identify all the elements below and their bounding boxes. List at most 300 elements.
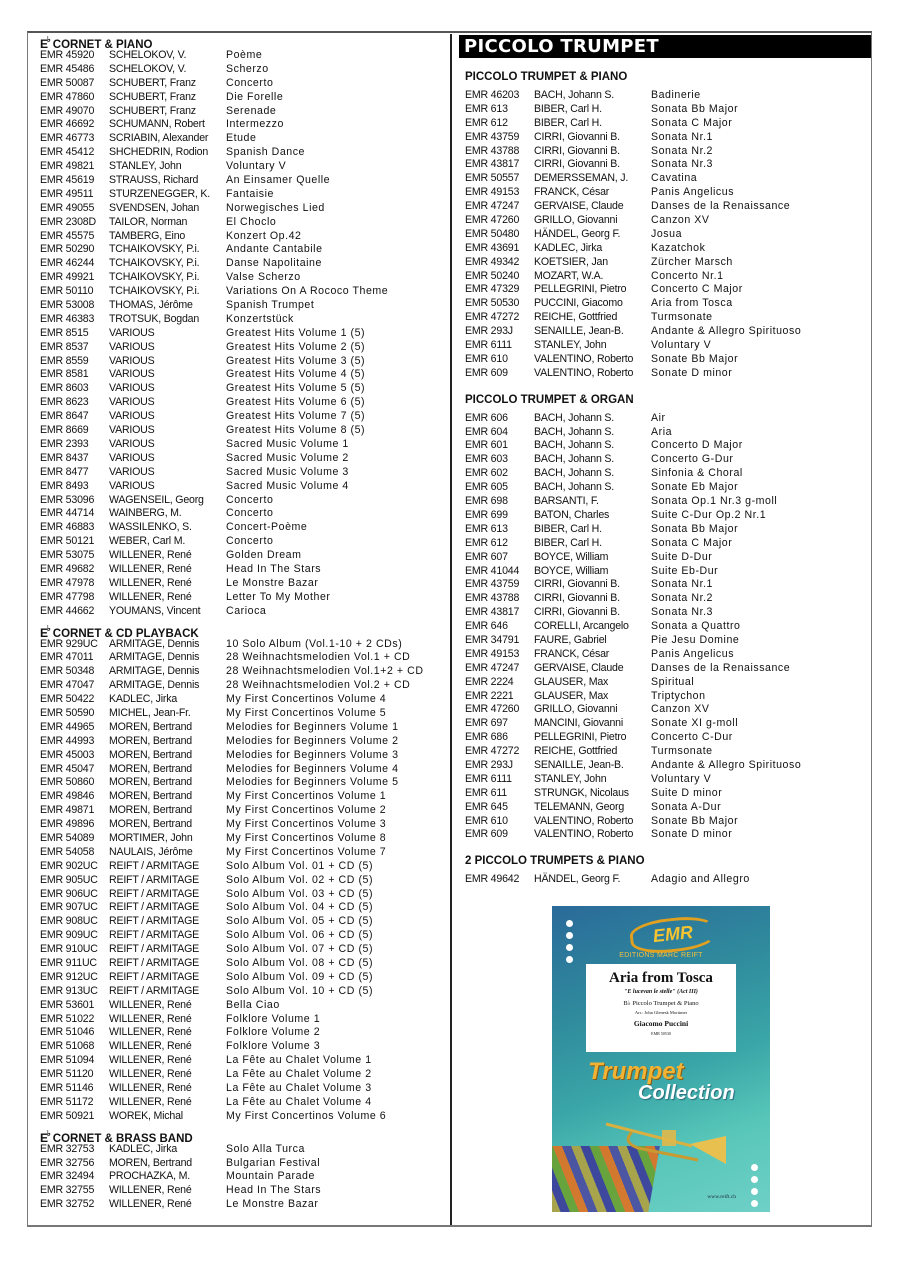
catalog-code: EMR 53075: [40, 549, 95, 562]
work-title: Sacred Music Volume 1: [226, 437, 349, 450]
composer: VARIOUS: [109, 465, 155, 478]
catalog-code: EMR 46883: [40, 521, 95, 534]
catalog-code: EMR 47860: [40, 90, 95, 103]
work-title: Sacred Music Volume 3: [226, 465, 349, 478]
section-title: [40, 34, 445, 49]
catalog-row: [465, 662, 870, 676]
composer: MOREN, Bertrand: [109, 790, 192, 803]
work-title: Canzon XV: [651, 214, 710, 227]
catalog-row: [40, 243, 445, 257]
catalog-code: EMR 45412: [40, 146, 95, 159]
composer: STANLEY, John: [534, 339, 607, 352]
catalog-code: EMR 43817: [465, 606, 520, 619]
catalog-code: EMR 50087: [40, 76, 95, 89]
catalog-code: EMR 49342: [465, 255, 520, 268]
work-title: Sacred Music Volume 4: [226, 479, 349, 492]
catalog-row: [40, 1096, 445, 1110]
composer: WILLENER, René: [109, 1198, 192, 1211]
catalog-code: EMR 609: [465, 828, 508, 841]
catalog-code: EMR 905UC: [40, 873, 98, 886]
composer: STRAUSS, Richard: [109, 174, 199, 187]
work-title: Danses de la Renaissance: [651, 200, 791, 213]
catalog-code: EMR 49682: [40, 562, 95, 575]
work-title: 28 Weihnachtsmelodien Vol.1 + CD: [226, 651, 411, 664]
work-title: Intermezzo: [226, 118, 284, 131]
section-title: [40, 623, 445, 638]
catalog-code: EMR 293J: [465, 325, 513, 338]
composer: BACH, Johann S.: [534, 467, 615, 480]
catalog-code: EMR 603: [465, 453, 508, 466]
composer: VARIOUS: [109, 396, 155, 409]
section-title: [465, 854, 870, 868]
catalog-code: EMR 49821: [40, 160, 95, 173]
work-title: Konzert Op.42: [226, 229, 302, 242]
catalog-row: [465, 256, 870, 270]
catalog-code: EMR 50121: [40, 535, 95, 548]
catalog-row: [40, 776, 445, 790]
catalog-row: [465, 787, 870, 801]
catalog-row: [40, 230, 445, 244]
catalog-row: [40, 693, 445, 707]
catalog-code: EMR 45575: [40, 229, 95, 242]
composer: WILLENER, René: [109, 562, 192, 575]
catalog-row: [40, 507, 445, 521]
catalog-code: EMR 686: [465, 731, 508, 744]
catalog-code: EMR 613: [465, 102, 508, 115]
section-title-text: 2 PICCOLO TRUMPETS & PIANO: [465, 855, 645, 868]
work-title: Greatest Hits Volume 4 (5): [226, 368, 366, 381]
catalog-row: [465, 592, 870, 606]
catalog-code: EMR 43788: [465, 592, 520, 605]
cover-arranger: Arr.: John Glenesk Mortimer: [634, 1010, 688, 1015]
catalog-code: EMR 50557: [465, 172, 520, 185]
catalog-code: EMR 46692: [40, 118, 95, 131]
work-title: Mountain Parade: [226, 1170, 315, 1183]
composer: GRILLO, Giovanni: [534, 703, 618, 716]
work-title: Solo Album Vol. 01 + CD (5): [226, 859, 374, 872]
work-title: Concerto C-Dur: [651, 731, 733, 744]
catalog-row: [465, 523, 870, 537]
composer: WILLENER, René: [109, 1068, 192, 1081]
catalog-row: [40, 860, 445, 874]
catalog-code: EMR 32752: [40, 1198, 95, 1211]
section-title: [465, 70, 870, 84]
composer: WILLENER, René: [109, 1054, 192, 1067]
catalog-code: EMR 8623: [40, 396, 89, 409]
catalog-code: EMR 53096: [40, 493, 95, 506]
work-title: Sonate D minor: [651, 828, 733, 841]
composer: SCHUMANN, Robert: [109, 118, 205, 131]
catalog-code: EMR 50290: [40, 243, 95, 256]
work-title: Folklore Volume 2: [226, 1026, 321, 1039]
catalog-row: [40, 1110, 445, 1124]
catalog-row: [40, 605, 445, 619]
work-title: Pie Jesu Domine: [651, 633, 740, 646]
catalog-code: EMR 43759: [465, 578, 520, 591]
work-title: Greatest Hits Volume 6 (5): [226, 396, 366, 409]
work-title: Melodies for Beginners Volume 3: [226, 748, 399, 761]
catalog-code: EMR 51172: [40, 1095, 94, 1108]
work-title: Folklore Volume 3: [226, 1040, 321, 1053]
work-title: La Fête au Chalet Volume 1: [226, 1054, 372, 1067]
composer: SCHELOKOV, V.: [109, 49, 187, 61]
catalog-row: [40, 466, 445, 480]
work-title: Sonate D minor: [651, 366, 733, 379]
catalog-row: [465, 145, 870, 159]
work-title: 28 Weihnachtsmelodien Vol.2 + CD: [226, 679, 411, 692]
work-title: Le Monstre Bazar: [226, 1198, 319, 1211]
catalog-code: EMR 47260: [465, 703, 520, 716]
catalog-code: EMR 605: [465, 481, 508, 494]
publisher-name: EDITIONS MARC REIFT: [619, 952, 703, 959]
catalog-row: [40, 1026, 445, 1040]
composer: MICHEL, Jean-Fr.: [109, 706, 191, 719]
catalog-code: EMR 49846: [40, 790, 95, 803]
work-title: Zürcher Marsch: [651, 255, 733, 268]
composer: SCHUBERT, Franz: [109, 76, 196, 89]
work-title: Concerto: [226, 76, 274, 89]
catalog-code: EMR 6111: [465, 772, 512, 785]
catalog-code: EMR 906UC: [40, 887, 98, 900]
cover-code: EMR 50530: [651, 1031, 671, 1036]
piccolo-trumpet-header: PICCOLO TRUMPET: [459, 35, 871, 58]
composer: CIRRI, Giovanni B.: [534, 144, 620, 157]
catalog-code: EMR 607: [465, 550, 508, 563]
catalog-row: [40, 1143, 445, 1157]
composer: WILLENER, René: [109, 1082, 192, 1095]
catalog-code: EMR 46203: [465, 89, 520, 101]
catalog-row: [40, 91, 445, 105]
series-title-collection: Collection: [638, 1082, 735, 1104]
composer: HÄNDEL, Georg F.: [534, 873, 621, 886]
catalog-code: EMR 49055: [40, 201, 95, 214]
work-title: Concerto: [226, 493, 274, 506]
work-title: Solo Album Vol. 10 + CD (5): [226, 984, 374, 997]
work-title: Greatest Hits Volume 3 (5): [226, 354, 366, 367]
catalog-row: [40, 382, 445, 396]
catalog-code: EMR 34791: [465, 633, 520, 646]
catalog-row: [40, 188, 445, 202]
work-title: Solo Album Vol. 02 + CD (5): [226, 873, 374, 886]
work-title: Folklore Volume 1: [226, 1012, 321, 1025]
catalog-code: EMR 645: [465, 800, 508, 813]
composer: MOZART, W.A.: [534, 269, 604, 282]
catalog-code: EMR 50530: [465, 297, 520, 310]
catalog-code: EMR 646: [465, 620, 508, 633]
work-title: Die Forelle: [226, 90, 284, 103]
composer: CIRRI, Giovanni B.: [534, 578, 620, 591]
work-title: Sonate Eb Major: [651, 481, 739, 494]
work-title: Andante & Allegro Spirituoso: [651, 758, 802, 771]
work-title: Sonata Nr.1: [651, 578, 713, 591]
composer: REIFT / ARMITAGE: [109, 957, 199, 969]
catalog-code: EMR 8477: [40, 465, 89, 478]
composer: VARIOUS: [109, 479, 155, 492]
catalog-code: EMR 45920: [40, 49, 95, 61]
composer: SCHELOKOV, V.: [109, 62, 187, 75]
work-title: Head In The Stars: [226, 562, 322, 575]
catalog-row: [40, 638, 445, 652]
work-title: Voluntary V: [226, 160, 287, 173]
work-title: La Fête au Chalet Volume 2: [226, 1068, 372, 1081]
catalog-row: [465, 773, 870, 787]
decorative-dots-icon: [751, 1164, 758, 1212]
section-title: [465, 393, 870, 407]
composer: BACH, Johann S.: [534, 481, 615, 494]
work-title: Etude: [226, 132, 257, 145]
catalog-code: EMR 47272: [465, 311, 520, 324]
left-column: [40, 34, 445, 1212]
work-title: Sonata Nr.3: [651, 606, 713, 619]
catalog-code: EMR 699: [465, 508, 508, 521]
composer: TCHAIKOVSKY, P.i.: [109, 257, 200, 270]
composer: REIFT / ARMITAGE: [109, 970, 199, 983]
cover-instrumentation: B♭ Piccolo Trumpet & Piano: [623, 1000, 699, 1007]
work-title: Greatest Hits Volume 2 (5): [226, 340, 366, 353]
composer: SCRIABIN, Alexander: [109, 132, 209, 145]
composer: YOUMANS, Vincent: [109, 604, 201, 617]
catalog-row: [465, 745, 870, 759]
composer: PUCCINI, Giacomo: [534, 297, 623, 310]
work-title: Sonate Bb Major: [651, 352, 739, 365]
composer: REIFT / ARMITAGE: [109, 873, 199, 886]
composer: MOREN, Bertrand: [109, 720, 192, 733]
work-title: Solo Album Vol. 07 + CD (5): [226, 943, 374, 956]
composer: MOREN, Bertrand: [109, 818, 192, 831]
composer: GLAUSER, Max: [534, 689, 609, 702]
work-title: Melodies for Beginners Volume 5: [226, 776, 399, 789]
composer: WILLENER, René: [109, 1012, 192, 1025]
cover-title-card: [586, 964, 736, 1052]
composer: WILLENER, René: [109, 1184, 192, 1197]
catalog-code: EMR 54058: [40, 845, 95, 858]
catalog-code: EMR 8647: [40, 410, 89, 423]
composer: PELLEGRINI, Pietro: [534, 283, 627, 296]
work-title: Concerto Nr.1: [651, 269, 724, 282]
catalog-row: [40, 929, 445, 943]
catalog-row: [40, 63, 445, 77]
catalog-row: [465, 131, 870, 145]
composer: REIFT / ARMITAGE: [109, 984, 199, 997]
work-title: Sonata a Quattro: [651, 620, 741, 633]
work-title: Melodies for Beginners Volume 2: [226, 734, 399, 747]
catalog-row: [40, 790, 445, 804]
catalog-code: EMR 44993: [40, 734, 95, 747]
work-title: Sacred Music Volume 2: [226, 451, 349, 464]
work-title: Kazatchok: [651, 241, 706, 254]
work-title: Adagio and Allegro: [651, 873, 750, 886]
composer: TELEMANN, Georg: [534, 800, 625, 813]
composer: VARIOUS: [109, 382, 155, 395]
catalog-code: EMR 612: [465, 116, 508, 129]
composer: STANLEY, John: [534, 772, 607, 785]
catalog-row: [40, 846, 445, 860]
catalog-row: [40, 438, 445, 452]
column-divider: [450, 34, 452, 1225]
catalog-row: [40, 874, 445, 888]
work-title: Andante & Allegro Spirituoso: [651, 325, 802, 338]
catalog-row: [40, 957, 445, 971]
catalog-row: [40, 480, 445, 494]
catalog-code: EMR 8669: [40, 424, 89, 437]
work-title: Valse Scherzo: [226, 271, 301, 284]
catalog-row: [40, 49, 445, 63]
work-title: Triptychon: [651, 689, 706, 702]
catalog-code: EMR 8437: [40, 451, 89, 464]
catalog-code: EMR 51022: [40, 1012, 95, 1025]
catalog-code: EMR 51068: [40, 1040, 95, 1053]
catalog-code: EMR 49153: [465, 186, 520, 199]
composer: MOREN, Bertrand: [109, 804, 192, 817]
catalog-row: [40, 735, 445, 749]
catalog-code: EMR 8515: [40, 326, 89, 339]
composer: REIFT / ARMITAGE: [109, 859, 199, 872]
catalog-code: EMR 910UC: [40, 943, 98, 956]
work-title: Josua: [651, 227, 683, 240]
work-title: Cavatina: [651, 172, 698, 185]
decorative-dots-icon: [566, 920, 573, 968]
catalog-code: EMR 913UC: [40, 984, 98, 997]
catalog-row: [40, 132, 445, 146]
catalog-code: EMR 51094: [40, 1054, 95, 1067]
composer: KADLEC, Jirka: [534, 241, 603, 254]
catalog-code: EMR 51120: [40, 1068, 94, 1081]
catalog-code: EMR 47011: [40, 651, 94, 664]
catalog-row: [465, 353, 870, 367]
work-title: Letter To My Mother: [226, 590, 331, 603]
catalog-row: [465, 690, 870, 704]
work-title: Sonata C Major: [651, 536, 733, 549]
section-title-text: CORNET & BRASS BAND: [52, 1132, 193, 1145]
work-title: 28 Weihnachtsmelodien Vol.1+2 + CD: [226, 665, 424, 678]
work-title: My First Concertinos Volume 6: [226, 1109, 387, 1122]
catalog-code: EMR 50480: [465, 227, 520, 240]
catalog-row: [40, 1184, 445, 1198]
catalog-code: EMR 610: [465, 352, 508, 365]
composer: REIFT / ARMITAGE: [109, 929, 199, 942]
catalog-code: EMR 49896: [40, 818, 95, 831]
work-title: Spanish Dance: [226, 146, 305, 159]
work-title: Turmsonate: [651, 745, 713, 758]
catalog-code: EMR 8559: [40, 354, 89, 367]
composer: ARMITAGE, Dennis: [109, 651, 200, 664]
catalog-row: [40, 160, 445, 174]
catalog-row: [40, 985, 445, 999]
catalog-row: [465, 426, 870, 440]
catalog-row: [465, 676, 870, 690]
catalog-code: EMR 47247: [465, 661, 520, 674]
work-title: Konzertstück: [226, 312, 294, 325]
work-title: Solo Alla Turca: [226, 1142, 305, 1155]
catalog-code: EMR 53008: [40, 299, 95, 312]
catalog-row: [40, 285, 445, 299]
work-title: 10 Solo Album (Vol.1-10 + 2 CDs): [226, 637, 403, 650]
composer: CIRRI, Giovanni B.: [534, 592, 620, 605]
cover-composer: Giacomo Puccini: [633, 1019, 689, 1028]
catalog-code: EMR 47047: [40, 679, 95, 692]
catalog-code: EMR 47798: [40, 590, 95, 603]
composer: MOREN, Bertrand: [109, 776, 192, 789]
catalog-row: [465, 228, 870, 242]
composer: REIFT / ARMITAGE: [109, 915, 199, 928]
composer: WAGENSEIL, Georg: [109, 493, 204, 506]
composer: WEBER, Carl M.: [109, 535, 186, 548]
catalog-row: [40, 313, 445, 327]
composer: VARIOUS: [109, 340, 155, 353]
catalog-row: [40, 577, 445, 591]
catalog-row: [40, 563, 445, 577]
catalog-row: [40, 549, 445, 563]
composer: VALENTINO, Roberto: [534, 366, 634, 379]
work-title: Greatest Hits Volume 5 (5): [226, 382, 366, 395]
composer: VARIOUS: [109, 424, 155, 437]
work-title: Solo Album Vol. 08 + CD (5): [226, 957, 374, 969]
work-title: My First Concertinos Volume 5: [226, 706, 387, 719]
work-title: Panis Angelicus: [651, 186, 735, 199]
catalog-code: EMR 911UC: [40, 957, 97, 969]
composer: ARMITAGE, Dennis: [109, 637, 200, 650]
composer: GERVAISE, Claude: [534, 200, 624, 213]
catalog-code: EMR 2221: [465, 689, 514, 702]
catalog-code: EMR 47978: [40, 576, 95, 589]
catalog-code: EMR 46383: [40, 312, 95, 325]
composer: REIFT / ARMITAGE: [109, 887, 199, 900]
work-title: Turmsonate: [651, 311, 713, 324]
section-title-text: CORNET & PIANO: [52, 39, 153, 51]
catalog-code: EMR 45619: [40, 174, 95, 187]
catalog-row: [40, 327, 445, 341]
catalog-row: [40, 521, 445, 535]
work-title: Suite Eb-Dur: [651, 564, 719, 577]
catalog-row: [40, 1170, 445, 1184]
catalog-row: [40, 146, 445, 160]
catalog-code: EMR 32756: [40, 1156, 95, 1169]
work-title: Sonata A-Dur: [651, 800, 722, 813]
work-title: Sonate XI g-moll: [651, 717, 739, 730]
catalog-code: EMR 2308D: [40, 215, 96, 228]
catalog-row: [40, 971, 445, 985]
catalog-row: [465, 439, 870, 453]
composer: WILLENER, René: [109, 1040, 192, 1053]
catalog-code: EMR 929UC: [40, 637, 98, 650]
catalog-code: EMR 51046: [40, 1026, 95, 1039]
composer: GERVAISE, Claude: [534, 661, 624, 674]
catalog-code: EMR 32494: [40, 1170, 95, 1183]
work-title: Solo Album Vol. 05 + CD (5): [226, 915, 374, 928]
catalog-code: EMR 43759: [465, 130, 520, 143]
composer: DEMERSSEMAN, J.: [534, 172, 629, 185]
composer: TAILOR, Norman: [109, 215, 188, 228]
catalog-row: [40, 651, 445, 665]
work-title: My First Concertinos Volume 4: [226, 693, 387, 706]
composer: BACH, Johann S.: [534, 411, 615, 424]
work-title: Suite D minor: [651, 786, 723, 799]
composer: PELLEGRINI, Pietro: [534, 731, 627, 744]
catalog-row: [465, 648, 870, 662]
catalog-row: [40, 707, 445, 721]
catalog-code: EMR 49921: [40, 271, 95, 284]
catalog-row: [465, 815, 870, 829]
catalog-code: EMR 50921: [40, 1109, 95, 1122]
catalog-code: EMR 50860: [40, 776, 95, 789]
work-title: Serenade: [226, 104, 277, 117]
work-title: Solo Album Vol. 04 + CD (5): [226, 901, 374, 914]
composer: TROTSUK, Bogdan: [109, 312, 200, 325]
catalog-row: [465, 759, 870, 773]
catalog-row: [465, 565, 870, 579]
catalog-code: EMR 47272: [465, 745, 520, 758]
work-title: Le Monstre Bazar: [226, 576, 319, 589]
